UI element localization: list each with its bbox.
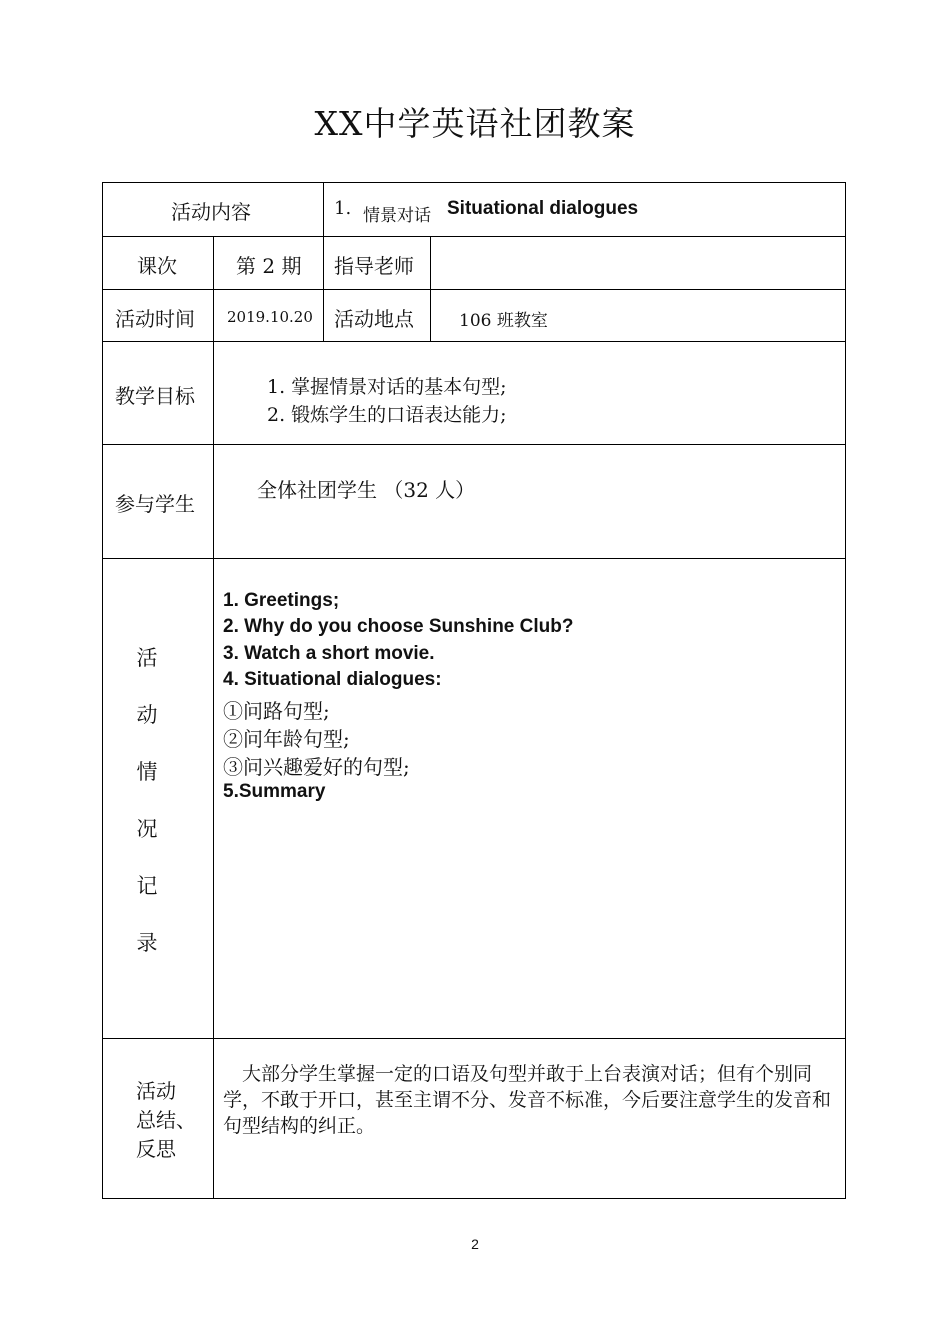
session-label: 课次 <box>137 254 177 278</box>
place-label: 活动地点 <box>334 307 414 331</box>
record-label-char: 记 <box>136 874 158 898</box>
teacher-label: 指导老师 <box>334 254 414 278</box>
record-label-char: 况 <box>136 817 158 841</box>
page-number: 2 <box>471 1236 479 1252</box>
record-item: ③问兴趣爱好的句型; <box>223 755 410 779</box>
column-divider <box>430 236 431 341</box>
record-item: 5.Summary <box>223 781 326 802</box>
activity-content-en: Situational dialogues <box>447 198 639 219</box>
page-title: XX中学英语社团教案 <box>314 104 636 143</box>
column-divider <box>213 236 214 1199</box>
summary-label-line: 总结、 <box>136 1108 196 1132</box>
goal-item: 1. 掌握情景对话的基本句型; <box>267 376 507 398</box>
record-item: 1. Greetings; <box>223 590 340 611</box>
place-value: 106 班教室 <box>459 311 548 331</box>
record-item: 2. Why do you choose Sunshine Club? <box>223 616 574 637</box>
record-label-char: 录 <box>136 931 158 955</box>
record-item: 4. Situational dialogues: <box>223 669 442 690</box>
summary-label-line: 反思 <box>136 1137 176 1161</box>
goal-item: 2. 锻炼学生的口语表达能力; <box>267 404 507 426</box>
record-item: 3. Watch a short movie. <box>223 643 435 664</box>
activity-content-label: 活动内容 <box>171 200 251 224</box>
record-label-char: 动 <box>136 703 158 727</box>
summary-label-line: 活动 <box>136 1079 176 1103</box>
time-value: 2019.10.20 <box>227 308 313 326</box>
record-item: ②问年龄句型; <box>223 727 350 751</box>
time-label: 活动时间 <box>115 307 195 331</box>
students-value: 全体社团学生 （32 人） <box>257 478 476 502</box>
session-value: 第 2 期 <box>236 254 302 278</box>
record-item: ①问路句型; <box>223 699 330 723</box>
summary-text: 大部分学生掌握一定的口语及句型并敢于上台表演对话；但有个别同学，不敢于开口，甚至主谓不分、发音不标准，今后要注意学生的发音和句型结构的纠正。 <box>223 1063 832 1137</box>
record-label-char: 情 <box>136 760 158 784</box>
column-divider <box>323 182 324 341</box>
activity-content-number: 1. <box>334 198 352 219</box>
activity-content-cn: 情景对话 <box>363 206 431 226</box>
students-label: 参与学生 <box>115 492 195 516</box>
goals-label: 教学目标 <box>115 384 195 408</box>
record-label-char: 活 <box>136 646 158 670</box>
